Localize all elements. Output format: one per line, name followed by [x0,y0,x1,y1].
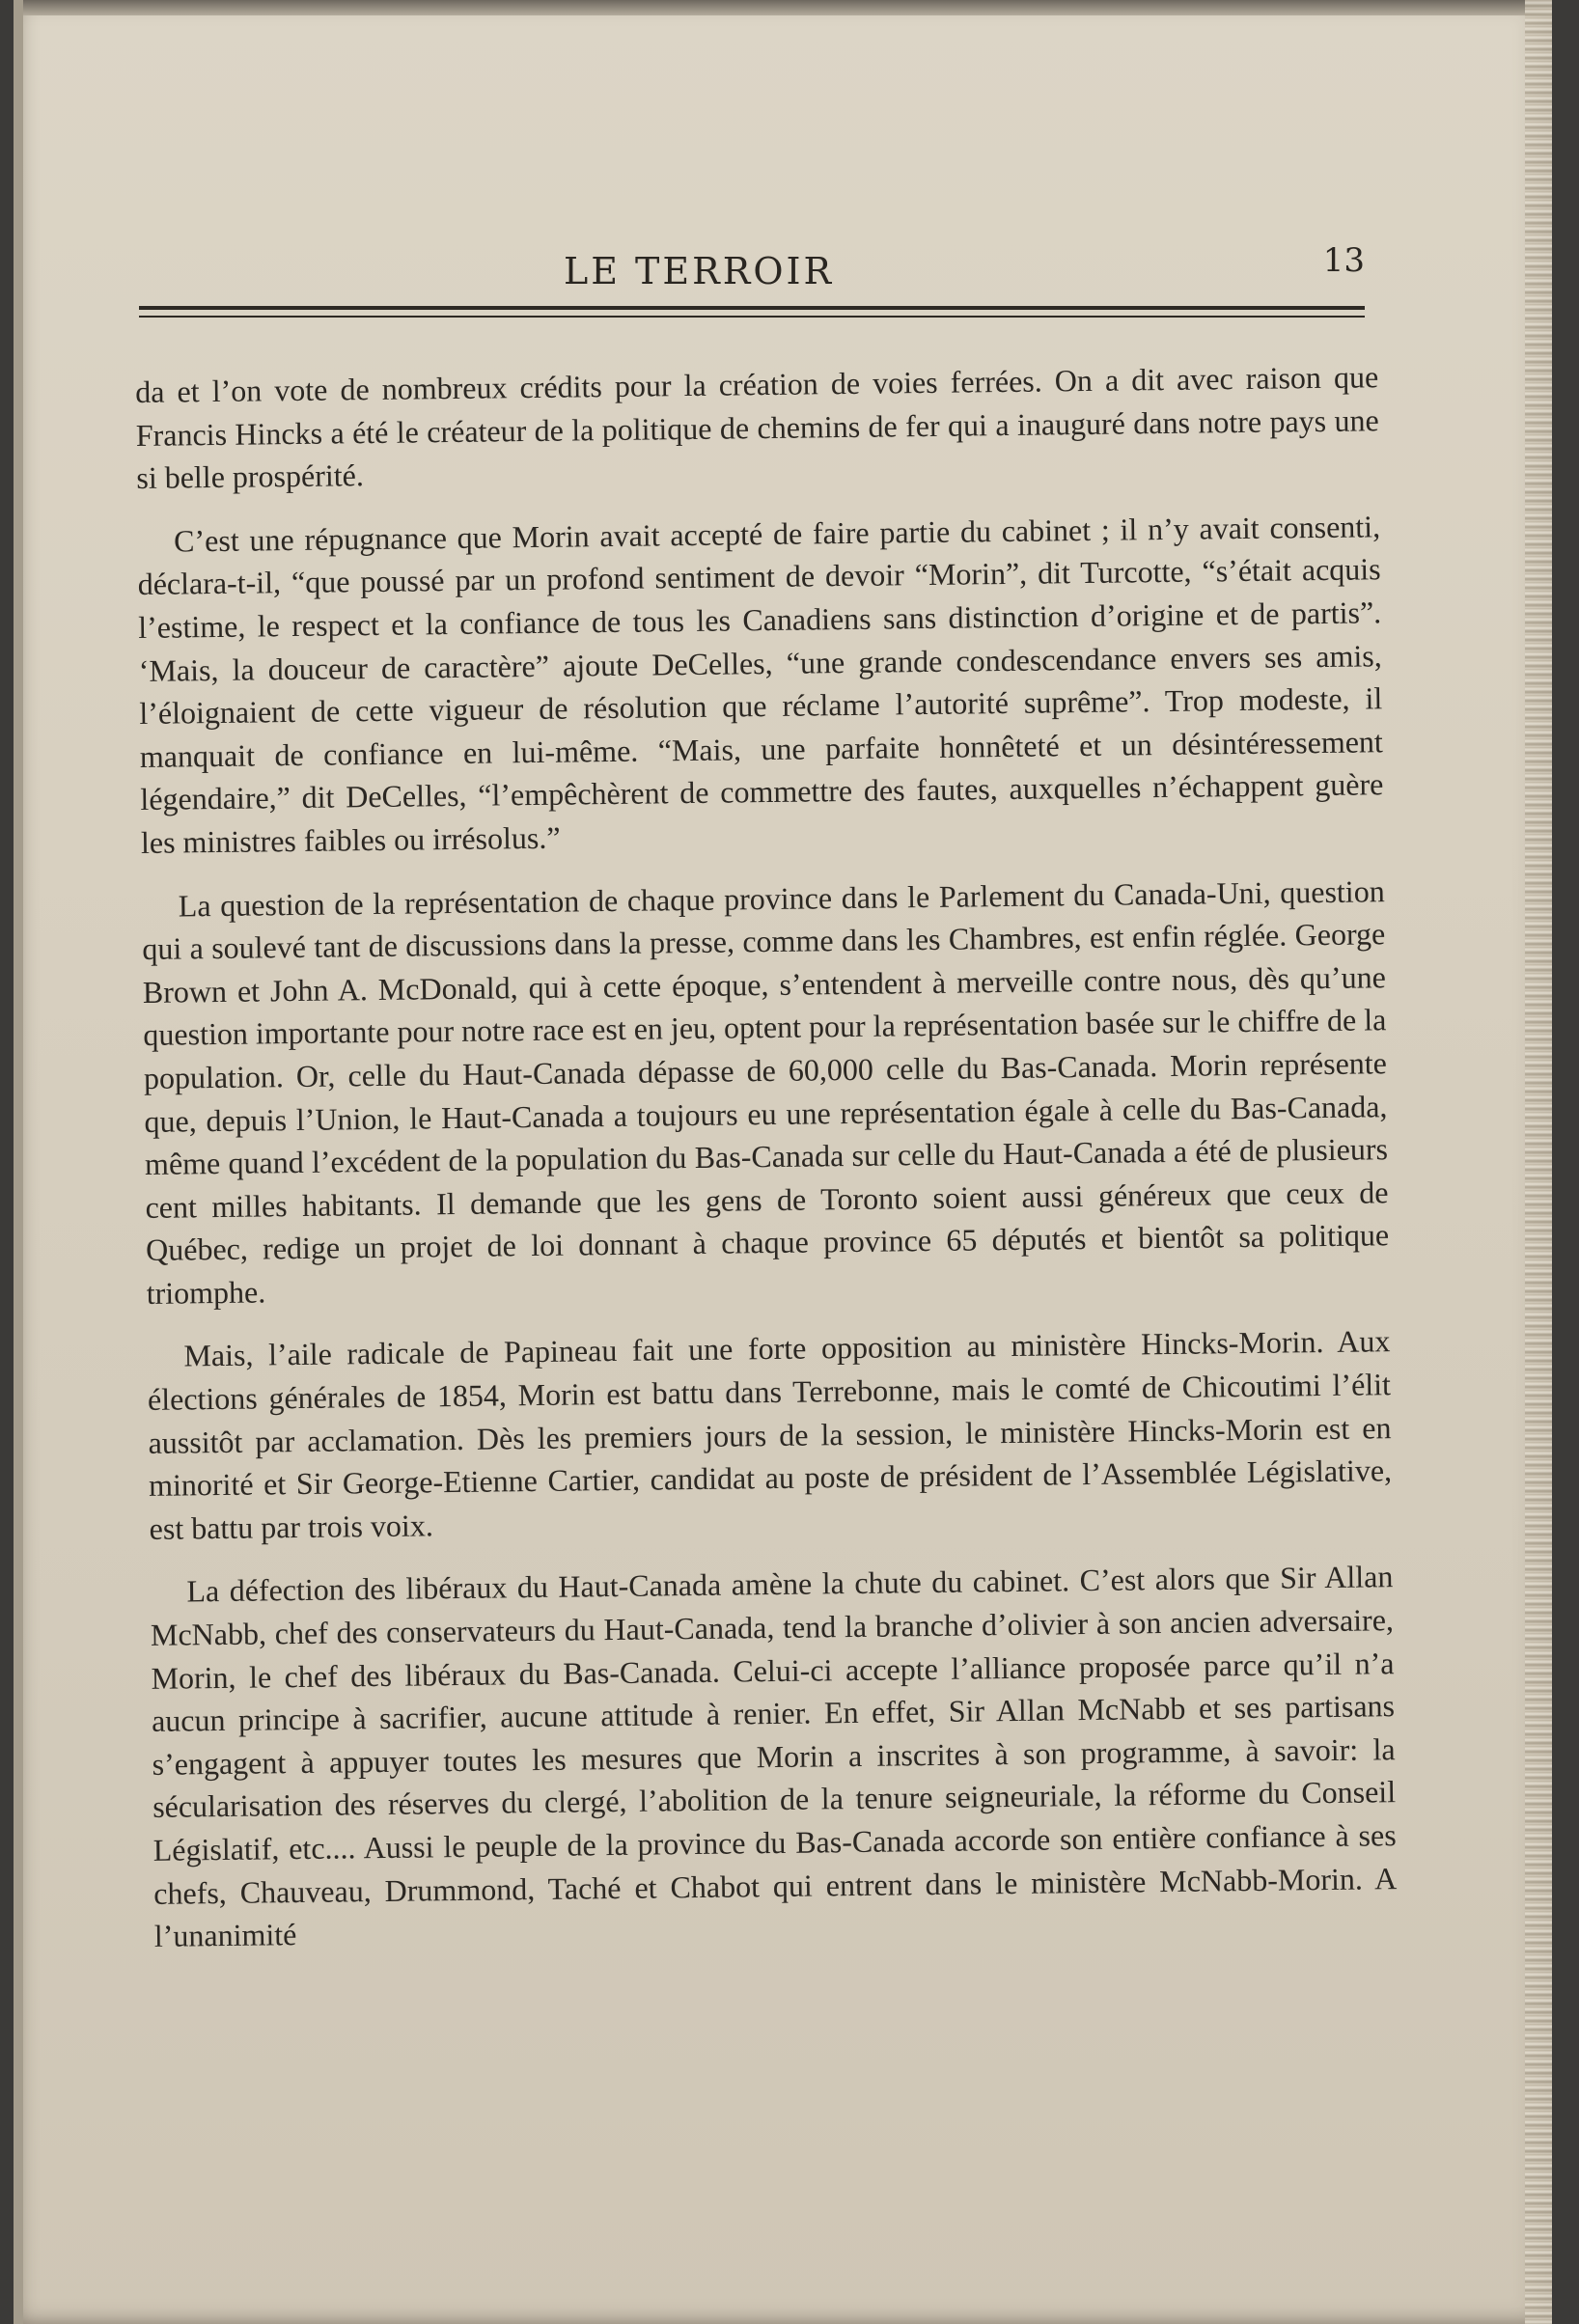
page-binding-edge [14,0,23,2324]
paragraph-morin-cabinet: C’est une répugnance que Morin avait accepté de faire partie du cabinet ; il n’y avait consenti, déclara-t-il, “que poussé par un profond sentiment de devoir “Morin”, dit Turcotte, “s’était acquis l’estime, le respect et la confiance de tous les Canadiens sans distinction d’origine et de partis”. ‘Mais, la douceur de caractère” ajoute DeCelles, “une grande condescendance envers ses amis, l’éloignaient de cette vigueur de résolution que réclame l’autorité suprême”. Trop modeste, il manquait de confiance en lui-même. “Mais, une parfaite honnêteté et un désintéressement légendaire,” dit DeCelles, “l’empêchèrent de commettre des fautes, auxquelles n’échappent guère les ministres faibles ou irrésolus.” [137,509,1384,860]
running-title: LE TERROIR [564,250,835,292]
paragraph-mcnabb-alliance: La défection des libéraux du Haut-Canada amène la chute du cabinet. C’est alors que Sir Allan McNabb, chef des conservateurs du Haut-Canada, tend la branche d’olivier à son ancien adversaire, Morin, le chef des libéraux du Bas-Canada. Celui-ci accepte l’alliance proposée parce qu’il n’a aucun principe à sacrifier, aucune attitude à renier. En effet, Sir Allan McNabb et ses partisans s’engagent à appuyer toutes les mesures que Morin a inscrites à son programme, à savoir: la sécularisation des réserves du clergé, l’abolition de la tenure seigneuriale, la réforme du Conseil Législatif, etc.... Aussi le peuple de la province du Bas-Canada accorde son entière confiance à ses chefs, Chauveau, Drummond, Taché et Chabot qui entrent dans le ministère McNabb-Morin. A l’unanimité [150,1559,1398,1954]
header-rule-thick [139,306,1365,310]
body-text [135,355,1398,1957]
page-number: 13 [1322,241,1365,280]
book-page [14,0,1552,2324]
header-rule-thin [139,316,1365,318]
page-top-edge [14,0,1552,15]
paragraph-representation: La question de la représentation de chaque province dans le Parlement du Canada-Uni, question qui a soulevé tant de discussions dans la presse, comme dans les Chambres, est enfin réglée. George Brown et John A. McDonald, qui à cette époque, s’entendent à merveille contre nous, dès qu’une question importante pour notre race est en jeu, optent pour la représentation basée sur le chiffre de la population. Or, celle du Haut-Canada dépasse de 60,000 celle du Bas-Canada. Morin représente que, depuis l’Union, le Haut-Canada a toujours eu une représentation égale à celle du Bas-Canada, même quand l’excédent de la population du Bas-Canada sur celle du Haut-Canada a été de plusieurs cent milles habitants. Il demande que les gens de Toronto soient aussi généreux que ceux de Québec, redige un projet de loi donnant à chaque province 65 députés et bientôt sa politique triomphe. [142,872,1390,1311]
paragraph-continuation: da et l’on vote de nombreux crédits pour la création de voies ferrées. On a dit avec raison que Francis Hincks a été le créateur de la politique de chemins de fer qui a inauguré dans notre pays une si belle prospérité. [135,359,1379,496]
page-header [139,227,1365,304]
paragraph-papineau-opposition: Mais, l’aile radicale de Papineau fait une forte opposition au ministère Hincks-Morin. Aux élections générales de 1854, Morin est battu dans Terrebonne, mais le comté de Chicoutimi l’élit aussitôt par acclamation. Dès les premiers jours de la session, le ministère Hincks-Morin est en minorité et Sir George-Etienne Cartier, candidat au poste de président de l’Assemblée Législative, est battu par trois voix. [147,1323,1393,1546]
page-stack-edge [1525,0,1552,2324]
